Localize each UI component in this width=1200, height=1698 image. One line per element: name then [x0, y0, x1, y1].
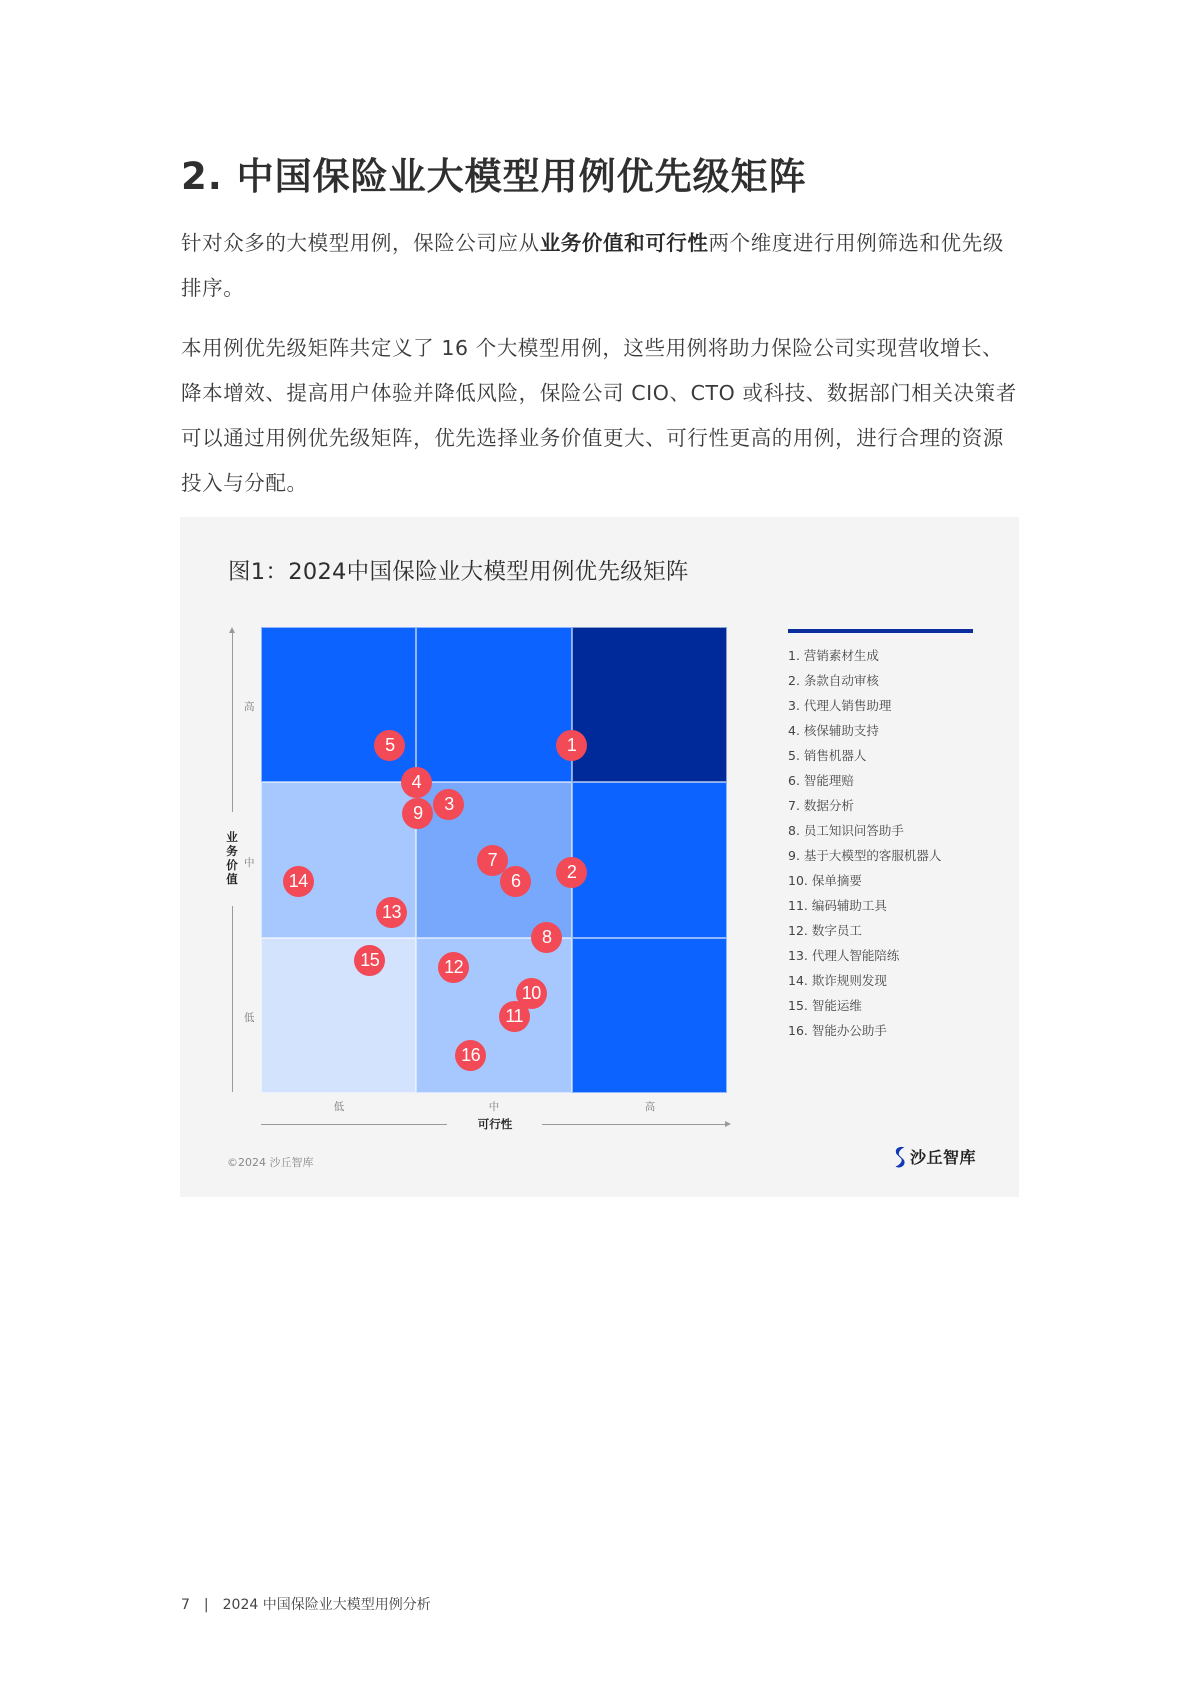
use-case-marker: 12 — [438, 952, 469, 983]
use-case-marker: 14 — [283, 866, 314, 897]
page-number: 7 — [181, 1597, 190, 1613]
footer-doc-title: 2024 中国保险业大模型用例分析 — [222, 1597, 431, 1613]
y-tick-mid: 中 — [244, 857, 255, 869]
use-case-marker: 9 — [402, 798, 433, 829]
legend-item: 12. 数字员工 — [788, 923, 862, 938]
logo-text: 沙丘智库 — [910, 1148, 977, 1167]
use-case-marker: 1 — [556, 730, 587, 761]
y-tick-low: 低 — [244, 1012, 255, 1024]
y-axis-line-upper — [232, 630, 233, 812]
use-case-legend — [788, 643, 941, 1043]
figure-title: 图1：2024中国保险业大模型用例优先级矩阵 — [228, 559, 689, 585]
legend-item: 3. 代理人销售助理 — [788, 698, 892, 713]
legend-accent-bar — [788, 629, 973, 633]
legend-item: 9. 基于大模型的客服机器人 — [788, 848, 942, 863]
x-tick-high: 高 — [644, 1101, 656, 1113]
legend-item: 10. 保单摘要 — [788, 873, 862, 888]
legend-item: 14. 欺诈规则发现 — [788, 973, 887, 988]
x-tick-mid: 中 — [488, 1101, 500, 1113]
legend-item: 5. 销售机器人 — [788, 748, 867, 763]
use-case-marker: 5 — [374, 730, 405, 761]
use-case-marker: 7 — [477, 845, 508, 876]
y-axis-line-lower — [232, 906, 233, 1092]
intro-paragraph — [181, 221, 1021, 311]
page-footer — [181, 1594, 431, 1614]
logo-s-icon — [893, 1146, 907, 1168]
use-case-marker: 4 — [401, 767, 432, 798]
legend-item: 4. 核保辅助支持 — [788, 723, 879, 738]
y-tick-high: 高 — [244, 701, 255, 713]
intro-text-before: 针对众多的大模型用例，保险公司应从 — [181, 231, 540, 255]
legend-item: 1. 营销素材生成 — [788, 648, 879, 663]
legend-item: 15. 智能运维 — [788, 998, 862, 1013]
description-paragraph: 本用例优先级矩阵共定义了 16 个大模型用例，这些用例将助力保险公司实现营收增长、降本增效、提高用户体验并降低风险，保险公司 CIO、CTO 或科技、数据部门相关决策者可以通过用例优先级矩阵，优先选择业务价值更大、可行性更高的用例，进行合理的资源投入与分配。 — [181, 336, 1017, 495]
matrix-cell — [572, 938, 727, 1093]
matrix-cell — [572, 782, 727, 937]
use-case-marker: 6 — [500, 866, 531, 897]
use-case-marker: 16 — [455, 1040, 486, 1071]
x-axis-line-right — [542, 1124, 726, 1125]
use-case-marker: 11 — [499, 1001, 530, 1032]
x-axis-arrow-icon — [725, 1121, 731, 1127]
legend-item: 13. 代理人智能陪练 — [788, 948, 900, 963]
figure-panel — [180, 517, 1019, 1197]
intro-text-after: 两个维度进行用例筛选和优先级排序。 — [181, 231, 1004, 300]
legend-item: 6. 智能理赔 — [788, 773, 854, 788]
legend-item: 11. 编码辅助工具 — [788, 898, 887, 913]
x-axis-line-left — [261, 1124, 447, 1125]
legend-item: 16. 智能办公助手 — [788, 1023, 887, 1038]
section-heading: 2. 中国保险业大模型用例优先级矩阵 — [181, 155, 807, 198]
y-axis-label: 业 务 价 值 — [226, 830, 238, 886]
use-case-marker: 8 — [531, 922, 562, 953]
use-case-marker: 15 — [354, 945, 385, 976]
intro-text-bold: 业务价值和可行性 — [539, 231, 709, 255]
x-axis-label: 可行性 — [477, 1117, 513, 1131]
use-case-marker: 2 — [556, 857, 587, 888]
brand-logo — [893, 1145, 976, 1168]
priority-matrix — [261, 627, 727, 1093]
use-case-marker: 10 — [516, 978, 547, 1009]
copyright-text: ©2024 沙丘智库 — [227, 1156, 314, 1169]
x-tick-low: 低 — [333, 1101, 345, 1113]
legend-item: 2. 条款自动审核 — [788, 673, 879, 688]
matrix-cell — [416, 627, 571, 782]
matrix-cell — [572, 627, 727, 782]
legend-item: 7. 数据分析 — [788, 798, 854, 813]
use-case-marker: 13 — [376, 897, 407, 928]
legend-item: 8. 员工知识问答助手 — [788, 823, 904, 838]
use-case-marker: 3 — [433, 789, 464, 820]
footer-separator: | — [203, 1597, 209, 1613]
matrix-cell — [261, 938, 416, 1093]
